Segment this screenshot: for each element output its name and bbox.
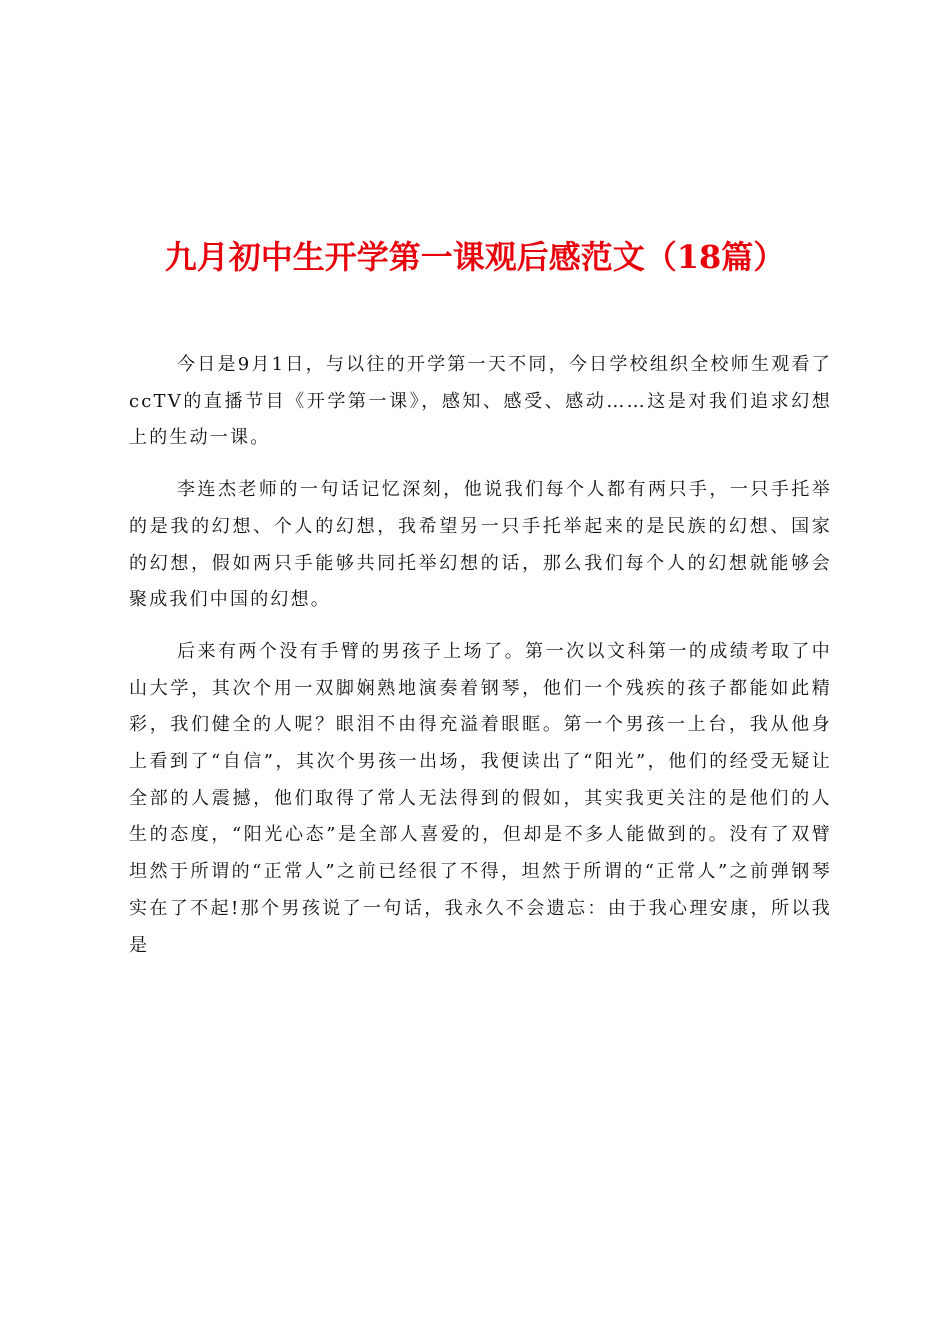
paragraph-1: 今日是9月1日，与以往的开学第一天不同，今日学校组织全校师生观看了ccTV的直播节目《开学第一课》，感知、感受、感动……这是对我们追求幻想上的生动一课。 (129, 354, 832, 449)
paragraph-3: 后来有两个没有手臂的男孩子上场了。第一次以文科第一的成绩考取了中山大学，其次个用一双脚娴熟地演奏着钢琴，他们一个残疾的孩子都能如此精彩，我们健全的人呢？眼泪不由得充溢着眼眶。第一个男孩一上台，我从他身上看到了“自信”，其次个男孩一出场，我便读出了“阳光”，他们的经受无疑让全部的人震撼，他们取得了常人无法得到的假如，其实我更关注的是他们的人生的态度，“阳光心态”是全部人喜爱的，但却是不多人能做到的。没有了双臂坦然于所谓的“正常人”之前已经很了不得，坦然于所谓的“正常人”之前弹钢琴实在了不起!那个男孩说了一句话，我永久不会遗忘：由于我心理安康，所以我是 (129, 640, 832, 956)
document-body (129, 347, 832, 964)
paragraph-2: 李连杰老师的一句话记忆深刻，他说我们每个人都有两只手，一只手托举的是我的幻想、个人的幻想，我希望另一只手托举起来的是民族的幻想、国家的幻想，假如两只手能够共同托举幻想的话，那么我们每个人的幻想就能够会聚成我们中国的幻想。 (129, 479, 832, 611)
document-title: 九月初中生开学第一课观后感范文（18篇） (164, 238, 786, 277)
